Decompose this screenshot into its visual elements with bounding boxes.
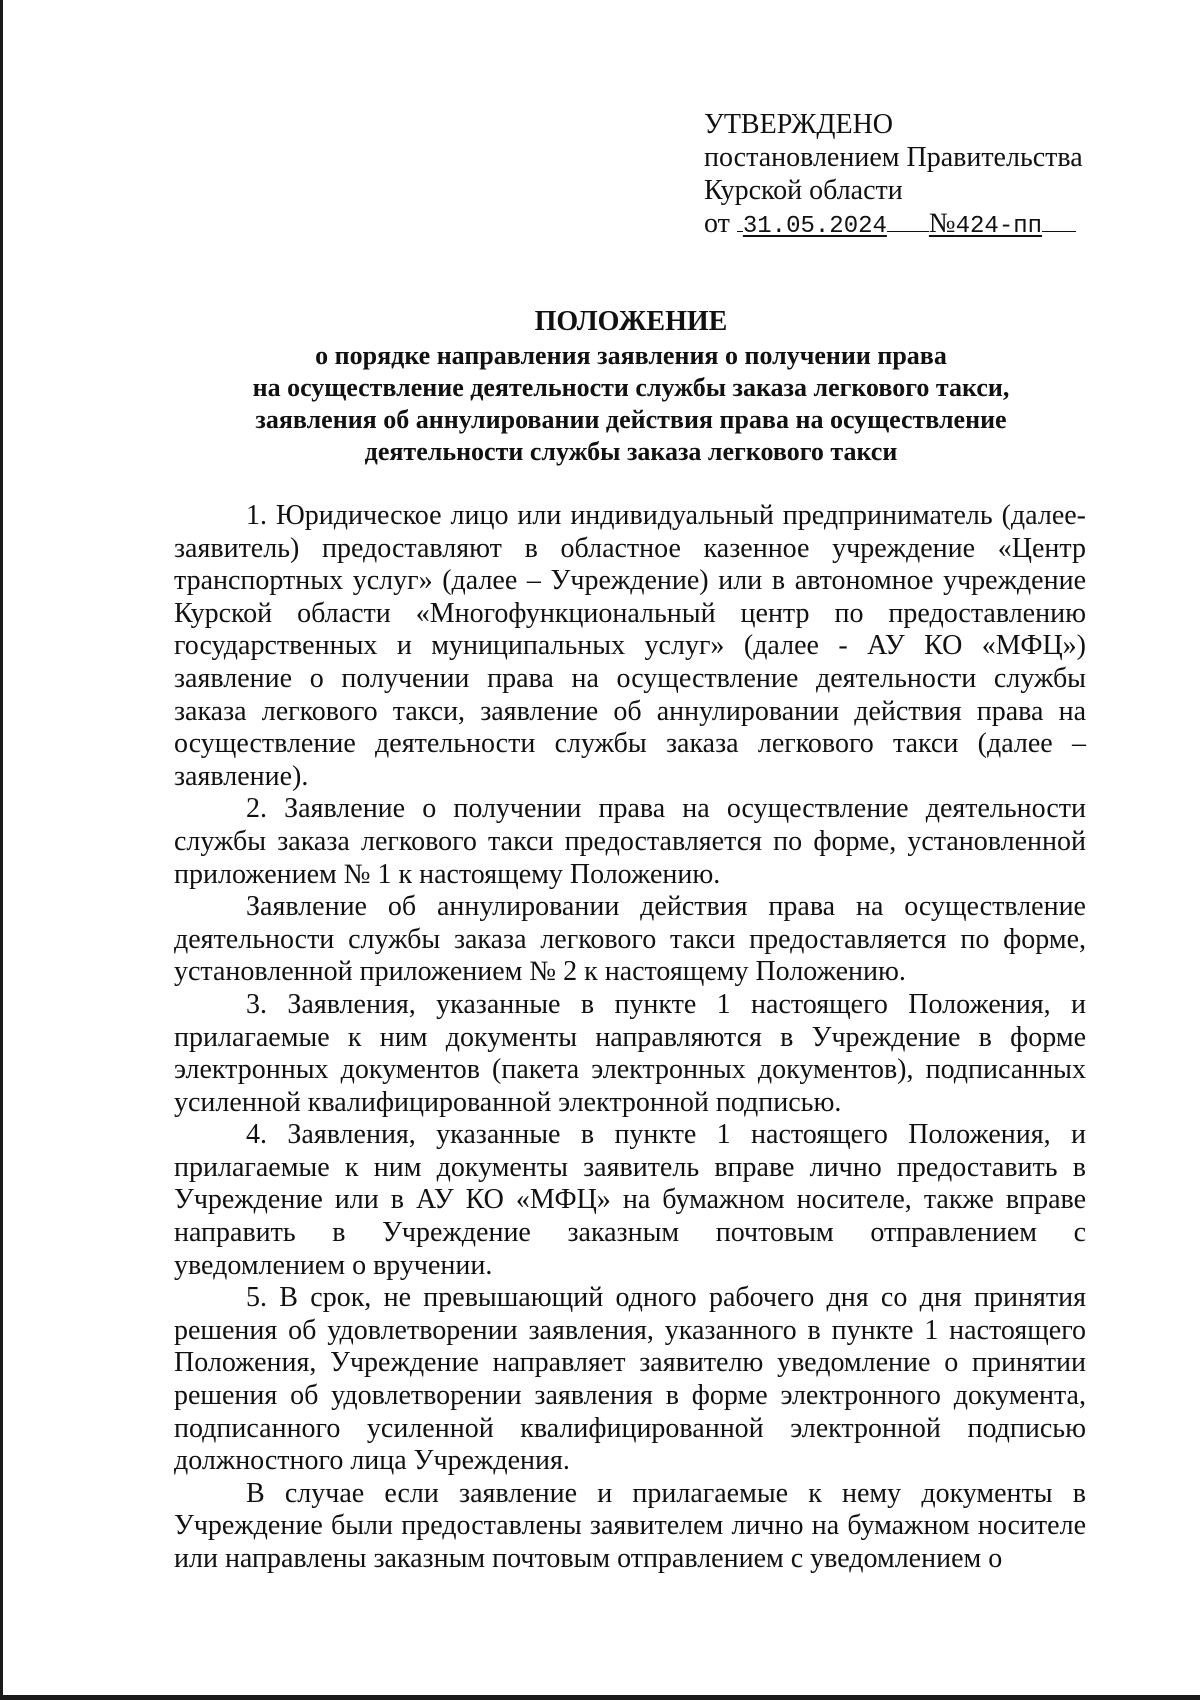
- approval-number-sign: №: [928, 208, 956, 239]
- document-title: [174, 306, 1088, 468]
- scan-edge-left: [0, 0, 3, 1700]
- approval-date-line: [704, 207, 1124, 243]
- paragraph-3: 3. Заявления, указанные в пункте 1 настоящего Положения, и прилагаемые к ним документы направляются в Учреждение в форме электронных документов (пакета электронных документов), подписанных усиленной квалифицированной электронной подписью.: [174, 988, 1086, 1118]
- paragraph-5-continued: В случае если заявление и прилагаемые к нему документы в Учреждение были предоставлены заявителем лично на бумажном носителе или направлены заказным почтовым отправлением с уведомлением о: [174, 1477, 1086, 1574]
- approval-date: 31.05.2024: [742, 213, 887, 240]
- title-line: заявления об аннулировании действия права на осуществление: [255, 405, 1007, 434]
- title-line: деятельности службы заказа легкового такси: [364, 437, 898, 466]
- title-line: на осуществление деятельности службы заказа легкового такси,: [252, 373, 1010, 402]
- scan-edge-bottom: [0, 1695, 1200, 1700]
- paragraph-2: 2. Заявление о получении права на осуществление деятельности службы заказа легкового такси предоставляется по форме, установленной приложением № 1 к настоящему Положению.: [174, 793, 1086, 890]
- approval-label: УТВЕРЖДЕНО: [704, 109, 894, 140]
- title-line: о порядке направления заявления о получении права: [315, 341, 947, 370]
- approval-stamp-block: [704, 108, 1124, 243]
- approval-issuer: постановлением Правительства: [704, 142, 1083, 173]
- paragraph-2-continued: Заявление об аннулировании действия права на осуществление деятельности службы заказа легкового такси предоставляется по форме, установленной приложением № 2 к настоящему Положению.: [174, 891, 1086, 988]
- paragraph-5: 5. В срок, не превышающий одного рабочего дня со дня принятия решения об удовлетворении заявления, указанного в пункте 1 настоящего Положения, Учреждение направляет заявителю уведомление о принятии решения об удовлетворении заявления в форме электронного документа, подписанного усиленной квалифицированной электронной подписью должностного лица Учреждения.: [174, 1282, 1086, 1477]
- approval-region: Курской области: [704, 175, 903, 206]
- approval-number: 424-пп: [955, 213, 1043, 240]
- title-heading: ПОЛОЖЕНИЕ: [534, 306, 728, 337]
- paragraph-4: 4. Заявления, указанные в пункте 1 настоящего Положения, и прилагаемые к ним документы заявитель вправе лично предоставить в Учреждение или в АУ КО «МФЦ» на бумажном носителе, также вправе направить в Учреждение заказным почтовым отправлением с уведомлением о вручении.: [174, 1119, 1086, 1281]
- paragraph-1: 1. Юридическое лицо или индивидуальный предприниматель (далее- заявитель) предоставляют в областное казенное учреждение «Центр транспортных услуг» (далее – Учреждение) или в автономное учреждение Курской области «Многофункциональный центр по предоставлению государственных и муниципальных услуг» (далее - АУ КО «МФЦ») заявление о получении права на осуществление деятельности службы заказа легкового такси, заявление об аннулировании действия права на осуществление деятельности службы заказа легкового такси (далее – заявление).: [174, 500, 1086, 792]
- document-body: [174, 500, 1086, 1576]
- approval-date-prefix: от: [704, 208, 730, 239]
